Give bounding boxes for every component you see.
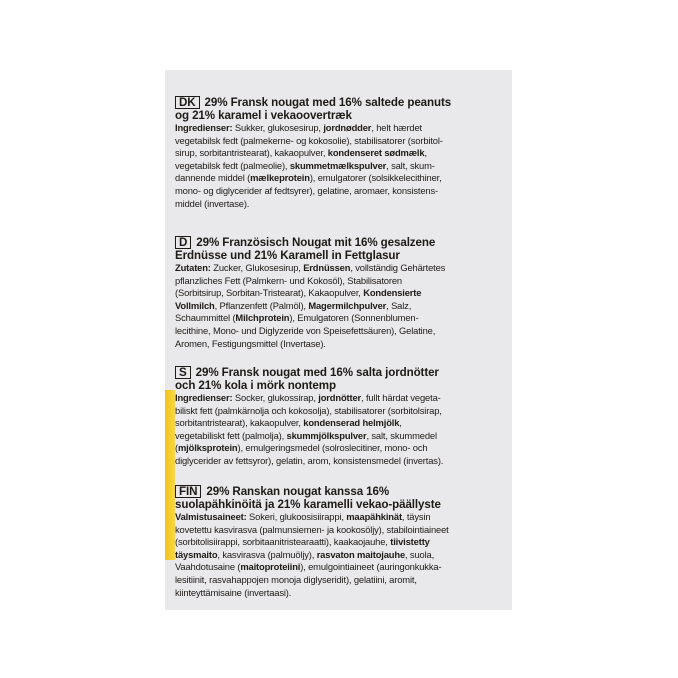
section-heading [175,366,505,392]
label-panel [165,70,512,610]
ingredients-text: Zutaten: Zucker, Glukosesirup, Erdnüssen, vollständig Gehärtetes pflanzliches Fett (Palmkern- und Kokosöl), Stabilisatoren (Sorbitsirup, Sorbitan-Tristearat), Kakaopulver, Kondensierte Vollmilch, Pflanzenfett (Palmöl), Magermilchpulver, Salz, Schaummittel (Milchprotein), Emulgatoren (Sonnenblumen- lecithine, Mono- und Diglyzeride von Speisefettsäuren), Gelatine, Aromen, Festigungsmittel (Invertase). [175,262,446,349]
heading-line-1: 29% Französisch Nougat mit 16% gesalzene [196,236,436,249]
ingredients-text: Valmistusaineet: Sokeri, glukoosisiirappi, maapähkinät, täysin kovetettu kasvirasva (palmunsiemen- ja kookosöljy), stabilointiaineet (sorbitolisiirappi, sorbitaanitristearaatti), kaakaojauhe, tiivistetty täysmaito, kasvirasva (palmuöljy), rasvaton maitojauhe, suola, Vaahdotusaine (maitoproteiini), emulgointiaineet (auringonkukka- lesitiinit, rasvahappojen monoja diglyseridit), gelatiini, aromit, kiinteyttämisaine (invertaasi). [175,511,449,598]
language-code-badge: FIN [175,485,201,498]
section-heading [175,485,505,511]
section-d [175,236,505,350]
yellow-package-edge [165,390,175,560]
heading-line-2: Erdnüsse und 21% Karamell in Fettglasur [175,248,400,262]
heading-line-2: och 21% kola i mörk nontemp [175,378,336,392]
heading-line-2: og 21% karamel i vekaoovertræk [175,108,352,122]
section-fin [175,485,505,599]
ingredients-text: Ingredienser: Sukker, glukosesirup, jordnødder, helt hærdet vegetabilsk fedt (palmekerne- og kokosolie), stabilisatorer (sorbitol- sirup, sorbitantristearat), kakaopulver, kondenseret sødmælk, vegetabilsk fedt (palmeolie), skummetmælkspulver, salt, skum- dannende middel (mælkeprotein), emulgatorer (solsikkelecithiner, mono- og diglycerider af fedtsyrer), gelatine, aromaer, konsistens- middel (invertase). [175,122,443,209]
language-code-badge: S [175,366,191,379]
language-code-badge: D [175,236,191,249]
section-heading [175,236,505,262]
section-dk [175,96,505,210]
section-heading [175,96,505,122]
heading-line-1: 29% Fransk nougat med 16% saltede peanuts [204,96,452,109]
heading-line-1: 29% Ranskan nougat kanssa 16% [206,485,390,498]
section-s [175,366,505,468]
language-code-badge: DK [175,96,200,109]
heading-line-2: suolapähkinöitä ja 21% karamelli vekao-päällyste [175,497,441,511]
ingredients-text: Ingredienser: Socker, glukossirap, jordnötter, fullt härdat vegeta- biliskt fett (palmkärnolja och kokosolja), stabilisatorer (sorbitolsirap, sorbitantristearat), kakaopulver, kondenserad helmjölk, vegetabiliskt fett (palmolja), skummjölkspulver, salt, skummedel (mjölksprotein), emulgeringsmedel (solroslecitiner, mono- och diglycerider av fettsyror), gelatin, arom, konsistensmedel (invertas). [175,392,444,466]
heading-line-1: 29% Fransk nougat med 16% salta jordnötter [195,366,439,379]
